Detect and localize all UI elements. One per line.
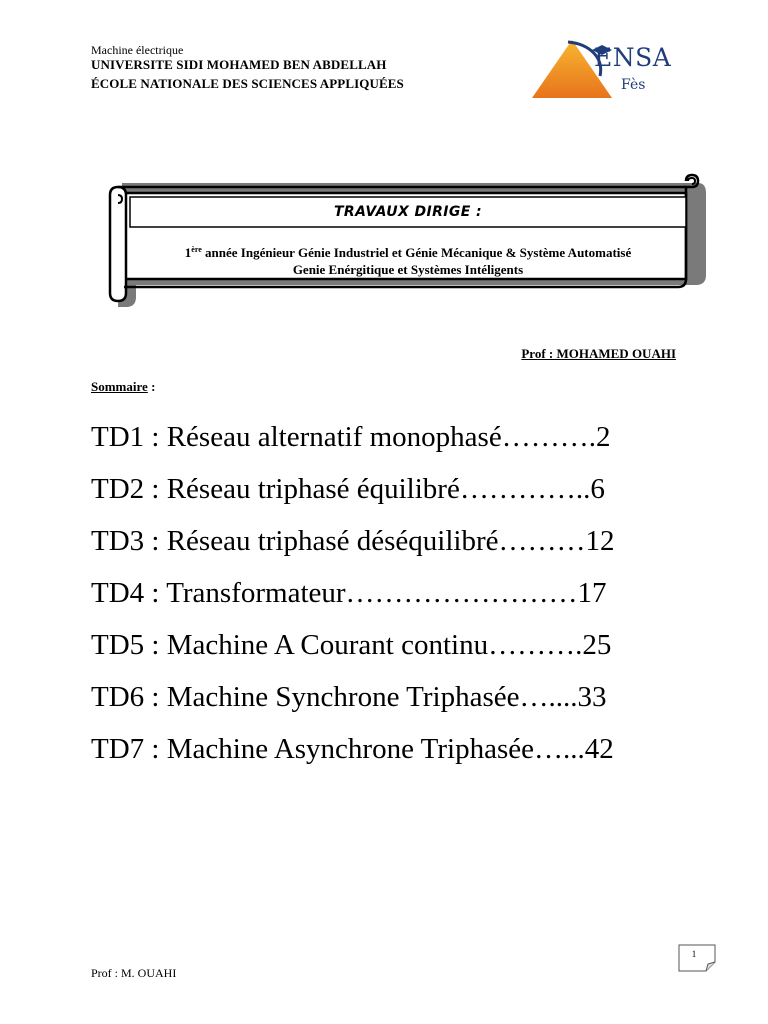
year-suffix: ère (191, 245, 202, 254)
toc-entry-td3[interactable]: TD3 : Réseau triphasé déséquilibré………12 (91, 525, 615, 557)
summary-heading (91, 379, 155, 395)
year-number: 1 (184, 245, 192, 260)
professor-name: Prof : MOHAMED OUAHI (521, 346, 676, 361)
banner-subtitle (132, 244, 684, 278)
university-name: UNIVERSITE SIDI MOHAMED BEN ABDELLAH (91, 57, 387, 72)
ensa-logo (528, 36, 688, 102)
toc-entry-td7[interactable]: TD7 : Machine Asynchrone Triphasée…...42 (91, 733, 614, 765)
banner-title: TRAVAUX DIRIGE : (333, 204, 483, 220)
table-of-contents (91, 415, 691, 779)
school-name: ÉCOLE NATIONALE DES SCIENCES APPLIQUÉES (91, 76, 404, 91)
banner-subtitle-line1 (132, 244, 684, 261)
page-number: 1 (691, 949, 697, 959)
logo-wordmark: ENSA (594, 43, 672, 72)
scroll-banner (100, 165, 712, 313)
summary-colon: : (147, 379, 156, 394)
toc-entry-td2[interactable]: TD2 : Réseau triphasé équilibré…………..6 (91, 473, 605, 505)
banner-subtitle-line2: Genie Enérgitique et Systèmes Intéligents (292, 262, 524, 277)
year-description: année Ingénieur Génie Industriel et Génie Mécanique & Système Automatisé (201, 245, 632, 260)
summary-label: Sommaire (91, 379, 148, 394)
toc-entry-td4[interactable]: TD4 : Transformateur……………………17 (91, 577, 607, 609)
logo-city: Fès (621, 77, 646, 93)
footer-author: Prof : M. OUAHI (91, 966, 177, 980)
toc-entry-td1[interactable]: TD1 : Réseau alternatif monophasé……….2 (91, 421, 611, 453)
toc-entry-td5[interactable]: TD5 : Machine A Courant continu……….25 (91, 629, 612, 661)
toc-entry-td6[interactable]: TD6 : Machine Synchrone Triphasée…....33 (91, 681, 607, 713)
course-name: Machine électrique (91, 43, 184, 57)
